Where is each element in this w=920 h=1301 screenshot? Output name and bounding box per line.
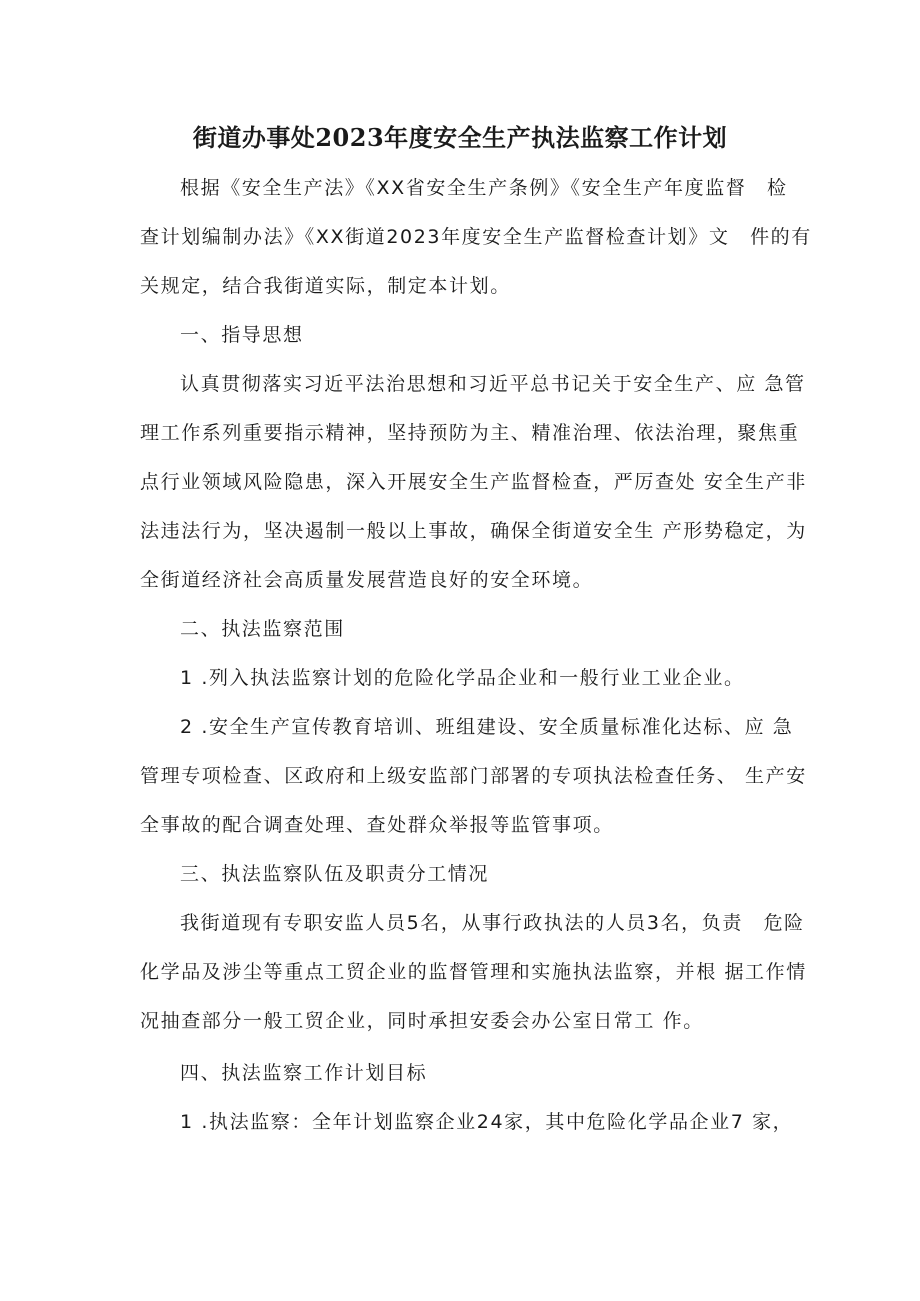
section-heading: 一、指导思想 bbox=[180, 324, 304, 346]
paragraph-line: 法违法行为，坚决遏制一般以上事故，确保全街道安全生 产形势稳定，为 bbox=[140, 520, 807, 542]
paragraph-line: 1 .执法监察：全年计划监察企业24家，其中危险化学品企业7 家， bbox=[180, 1111, 794, 1133]
paragraph-line: 全街道经济社会高质量发展营造良好的安全环境。 bbox=[140, 569, 594, 591]
paragraph-line: 2 .安全生产宣传教育培训、班组建设、安全质量标准化达标、应 急 bbox=[180, 716, 794, 738]
paragraph-line: 况抽查部分一般工贸企业，同时承担安委会办公室日常工 作。 bbox=[140, 1010, 704, 1032]
document-title: 街道办事处2023年度安全生产执法监察工作计划 bbox=[192, 123, 728, 152]
paragraph-line: 1 .列入执法监察计划的危险化学品企业和一般行业工业企业。 bbox=[180, 667, 745, 689]
paragraph-line: 点行业领域风险隐患，深入开展安全生产监督检查，严厉查处 安全生产非 bbox=[140, 471, 807, 493]
section-heading: 二、执法监察范围 bbox=[180, 618, 345, 640]
paragraph-line: 根据《安全生产法》《XX省安全生产条例》《安全生产年度监督 检 bbox=[180, 177, 788, 199]
paragraph-line: 关规定，结合我街道实际，制定本计划。 bbox=[140, 275, 511, 297]
paragraph-line: 认真贯彻落实习近平法治思想和习近平总书记关于安全生产、应 急管 bbox=[180, 373, 806, 395]
paragraph-line: 全事故的配合调查处理、查处群众举报等监管事项。 bbox=[140, 814, 614, 836]
section-heading: 四、执法监察工作计划目标 bbox=[180, 1062, 428, 1084]
paragraph-line: 化学品及涉尘等重点工贸企业的监督管理和实施执法监察，并根 据工作情 bbox=[140, 961, 807, 983]
paragraph-line: 我街道现有专职安监人员5名，从事行政执法的人员3名，负责 危险 bbox=[180, 912, 805, 934]
paragraph-line: 管理专项检查、区政府和上级安监部门部署的专项执法检查任务、 生产安 bbox=[140, 765, 807, 787]
paragraph-line: 查计划编制办法》《XX街道2023年度安全生产监督检查计划》文 件的有 bbox=[140, 226, 812, 248]
paragraph-line: 理工作系列重要指示精神，坚持预防为主、精准治理、依法治理，聚焦重 bbox=[140, 422, 800, 444]
section-heading: 三、执法监察队伍及职责分工情况 bbox=[180, 863, 490, 885]
